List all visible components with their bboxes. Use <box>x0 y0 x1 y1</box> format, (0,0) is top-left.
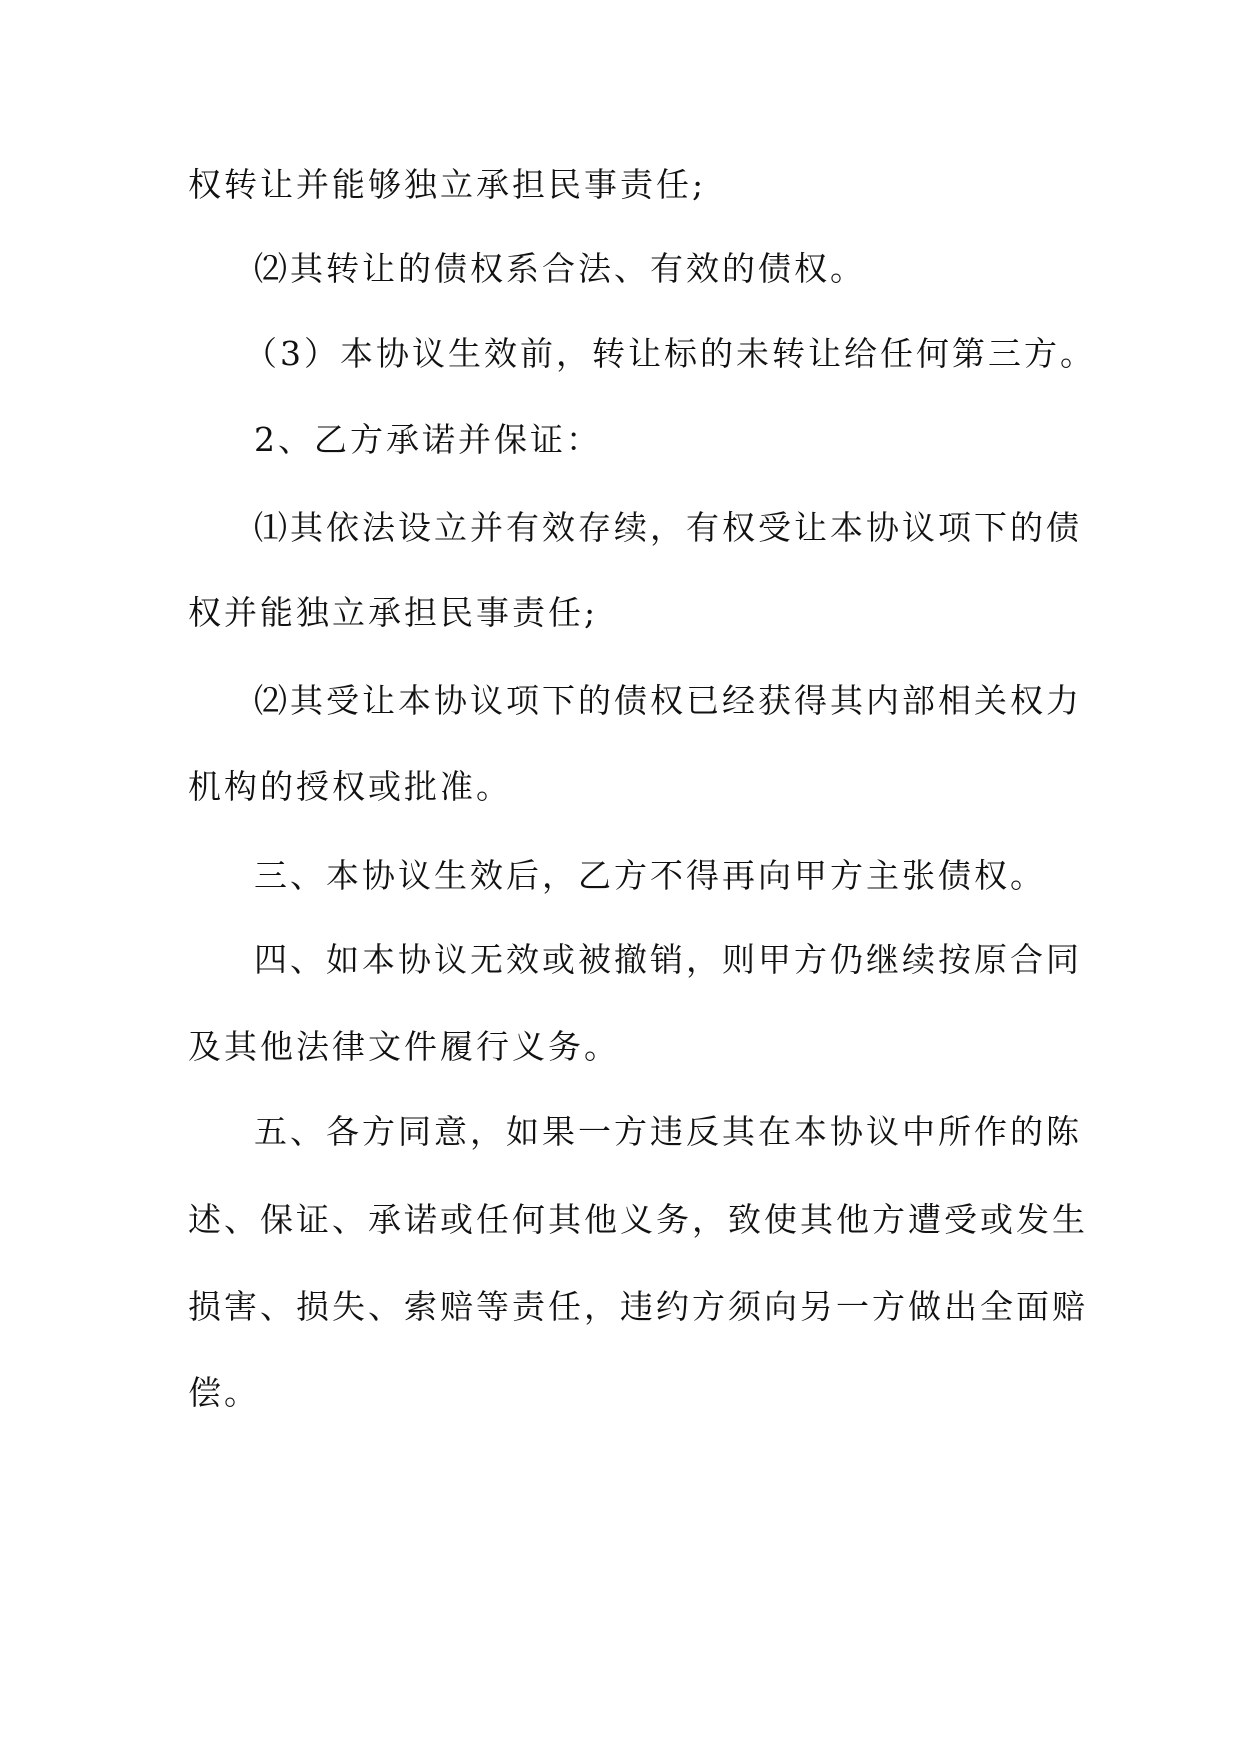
text-line: 损害、损失、索赔等责任，违约方须向另一方做出全面赔 <box>188 1287 1088 1326</box>
text-line: ⑵其转让的债权系合法、有效的债权。 <box>254 249 866 288</box>
text-line: 权转让并能够独立承担民事责任; <box>188 165 707 204</box>
text-line: 四、如本协议无效或被撤销，则甲方仍继续按原合同 <box>254 940 1082 979</box>
text-line: ⑵其受让本协议项下的债权已经获得其内部相关权力 <box>254 681 1082 720</box>
text-line: 2、乙方承诺并保证： <box>254 420 602 459</box>
text-line: 权并能独立承担民事责任; <box>188 593 599 632</box>
text-line: 及其他法律文件履行义务。 <box>188 1027 620 1066</box>
text-line: （3）本协议生效前，转让标的未转让给任何第三方。 <box>244 334 1096 373</box>
text-line: 机构的授权或批准。 <box>188 767 512 806</box>
text-line: 三、本协议生效后，乙方不得再向甲方主张债权。 <box>254 856 1046 895</box>
text-line: 述、保证、承诺或任何其他义务，致使其他方遭受或发生 <box>188 1200 1088 1239</box>
text-line: 偿。 <box>188 1373 260 1412</box>
text-line: 五、各方同意，如果一方违反其在本协议中所作的陈 <box>254 1112 1082 1151</box>
text-line: ⑴其依法设立并有效存续，有权受让本协议项下的债 <box>254 508 1082 547</box>
